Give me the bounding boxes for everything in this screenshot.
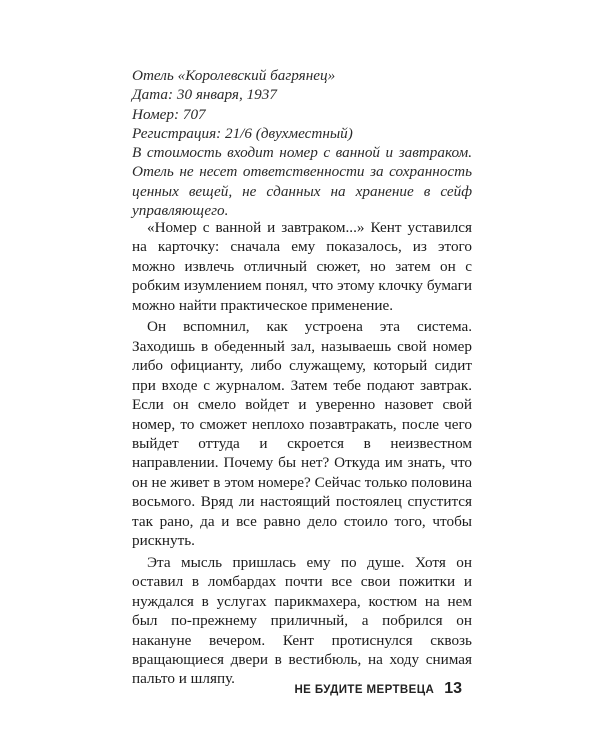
card-note: В стоимость входит номер с ванной и завтраком. Отель не несет ответственности за сохранность ценных вещей, не сданных на хранение в сейф управляющего. xyxy=(132,144,472,220)
paragraph: Эта мысль пришлась ему по душе. Хотя он оставил в ломбардах почти все свои пожитки и нуждался в услугах парикмахера, костюм на нем был по-прежнему приличный, а побрился он накануне вечером. Кент протиснулся сквозь вращающиеся двери в вестибюль, на ходу снимая пальто и шляпу. xyxy=(132,553,472,688)
hotel-registration-card xyxy=(132,66,472,220)
page-number: 13 xyxy=(444,680,462,697)
paragraph: «Номер с ванной и завтраком...» Кент уставился на карточку: сначала ему показалось, из этого можно извлечь отличный сюжет, но затем он с робким изумлением понял, что этому клочку бумаги можно найти практическое применение. xyxy=(132,219,472,314)
page-footer xyxy=(282,680,462,700)
running-head: НЕ БУДИТЕ МЕРТВЕЦА xyxy=(294,684,435,696)
card-date-line: Дата: 30 января, 1937 xyxy=(132,86,277,104)
card-room-line: Номер: 707 xyxy=(132,105,206,123)
paragraph: Он вспомнил, как устроена эта система. Заходишь в обеденный зал, называешь свой номер либо официанту, либо служащему, который сидит при входе с журналом. Затем тебе подают завтрак. Если он смело войдет и уверенно назовет свой номер, то сможет неплохо позавтракать, после чего выйдет оттуда и скроется в неизвестном направлении. Почему бы нет? Откуда им знать, что он не живет в этом номере? Сейчас только половина восьмого. Вряд ли настоящий постоялец спустится так рано, да и все равно дело стоило того, чтобы рискнуть. xyxy=(132,318,472,550)
card-registration-line: Регистрация: 21/6 (двухместный) xyxy=(132,124,353,142)
card-hotel-line: Отель «Королевский багрянец» xyxy=(132,67,336,84)
body-text xyxy=(132,218,472,691)
